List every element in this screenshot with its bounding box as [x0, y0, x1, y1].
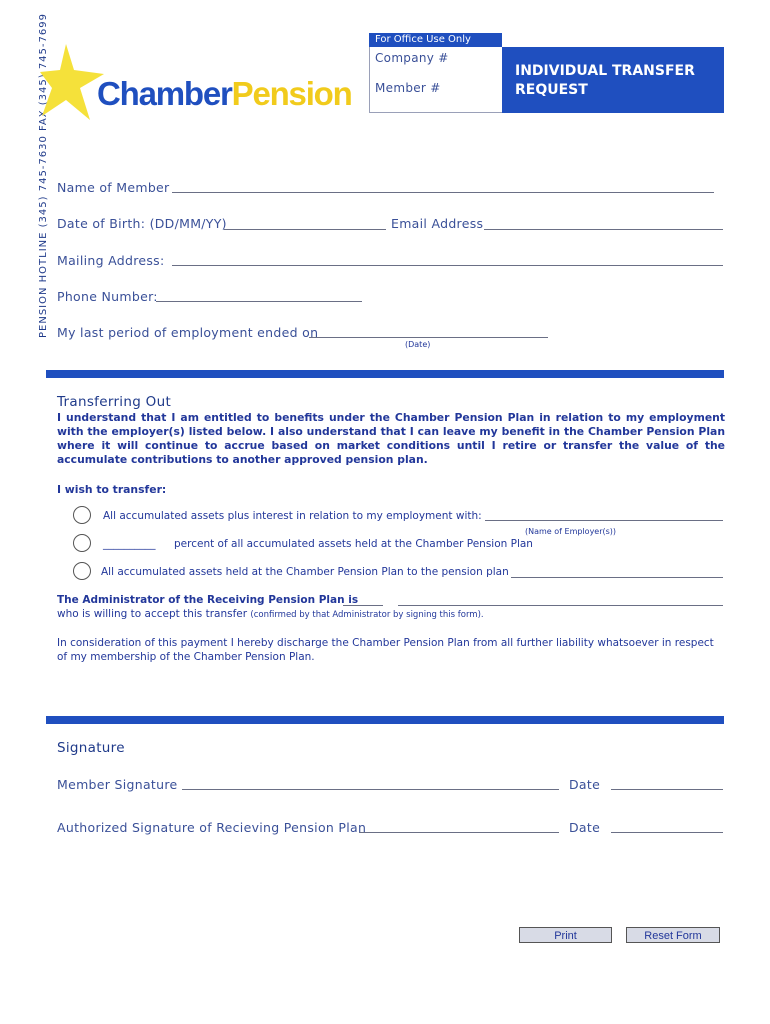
member-date-label: Date	[569, 777, 601, 792]
administrator-label: The Administrator of the Receiving Pension Plan is	[57, 594, 359, 606]
dob-label: Date of Birth: (DD/MM/YY)	[57, 216, 227, 231]
hotline-fax-side-text: PENSION HOTLINE (345) 745-7630 FAX (345) 745-7699	[38, 13, 49, 338]
title-box	[502, 47, 724, 113]
signature-heading: Signature	[57, 740, 125, 756]
accept-transfer-text: who is willing to accept this transfer	[57, 608, 248, 620]
authorized-date-input[interactable]	[611, 832, 723, 833]
member-name-label: Name of Member	[57, 180, 170, 195]
employment-end-label: My last period of employment ended on	[57, 325, 319, 340]
option-percent-radio[interactable]	[73, 534, 91, 552]
dob-input[interactable]	[224, 229, 386, 230]
transferring-out-heading: Transferring Out	[57, 394, 172, 410]
receiving-plan-input[interactable]	[511, 577, 723, 578]
option-to-pension-plan-label: All accumulated assets held at the Chamber Pension Plan to the pension plan	[101, 566, 509, 578]
office-use-header: For Office Use Only	[369, 33, 502, 47]
discharge-paragraph: In consideration of this payment I hereby discharge the Chamber Pension Plan from all further liability whatsoever in respect of my membership of the Chamber Pension Plan.	[57, 637, 714, 663]
section-divider-bar-2	[46, 716, 724, 724]
form-title-line2: REQUEST	[515, 82, 588, 98]
authorized-signature-input[interactable]	[359, 832, 559, 833]
member-signature-input[interactable]	[182, 789, 559, 790]
brand-logo	[97, 74, 352, 114]
administrator-accept-text	[57, 608, 484, 620]
form-title-line1: INDIVIDUAL TRANSFER	[515, 63, 695, 79]
option-percent-label: percent of all accumulated assets held at the Chamber Pension Plan	[174, 538, 533, 550]
percent-blank-input[interactable]: __________	[103, 538, 156, 550]
employer-name-input[interactable]	[485, 520, 723, 521]
logo-word-pension: Pension	[231, 75, 352, 112]
authorized-signature-label: Authorized Signature of Recieving Pension Plan	[57, 820, 367, 835]
company-number-label: Company #	[375, 51, 449, 65]
print-button[interactable]: Print	[519, 927, 612, 943]
administrator-note: (confirmed by that Administrator by signing this form).	[250, 610, 484, 620]
option-to-pension-plan-radio[interactable]	[73, 562, 91, 580]
option-all-assets-employment-label: All accumulated assets plus interest in relation to my employment with:	[103, 510, 482, 522]
email-input[interactable]	[484, 229, 723, 230]
date-caption: (Date)	[405, 340, 431, 349]
transfer-understanding-paragraph: I understand that I am entitled to benefits under the Chamber Pension Plan in relation to my employment with the employer(s) listed below. I also understand that I can leave my benefit in the Chamber Pension Plan where it will continue to accrue based on market conditions until I retire or transfer the value of the accumulate contributions to another approved pension plan.	[57, 411, 725, 466]
authorized-date-label: Date	[569, 820, 601, 835]
member-signature-label: Member Signature	[57, 777, 178, 792]
wish-to-transfer-label: I wish to transfer:	[57, 483, 167, 496]
logo-word-chamber: Chamber	[97, 75, 232, 112]
member-number-label: Member #	[375, 81, 441, 95]
phone-label: Phone Number:	[57, 289, 158, 304]
administrator-input[interactable]	[398, 605, 723, 606]
phone-input[interactable]	[156, 301, 362, 302]
email-label: Email Address	[391, 216, 484, 231]
option-all-assets-employment-radio[interactable]	[73, 506, 91, 524]
administrator-input-short[interactable]	[343, 605, 383, 606]
member-date-input[interactable]	[611, 789, 723, 790]
employment-end-date-input[interactable]	[309, 337, 548, 338]
employer-caption: (Name of Employer(s))	[525, 527, 617, 536]
reset-form-button[interactable]: Reset Form	[626, 927, 720, 943]
member-name-input[interactable]	[172, 192, 714, 193]
section-divider-bar	[46, 370, 724, 378]
mailing-address-input[interactable]	[172, 265, 723, 266]
mailing-address-label: Mailing Address:	[57, 253, 165, 268]
